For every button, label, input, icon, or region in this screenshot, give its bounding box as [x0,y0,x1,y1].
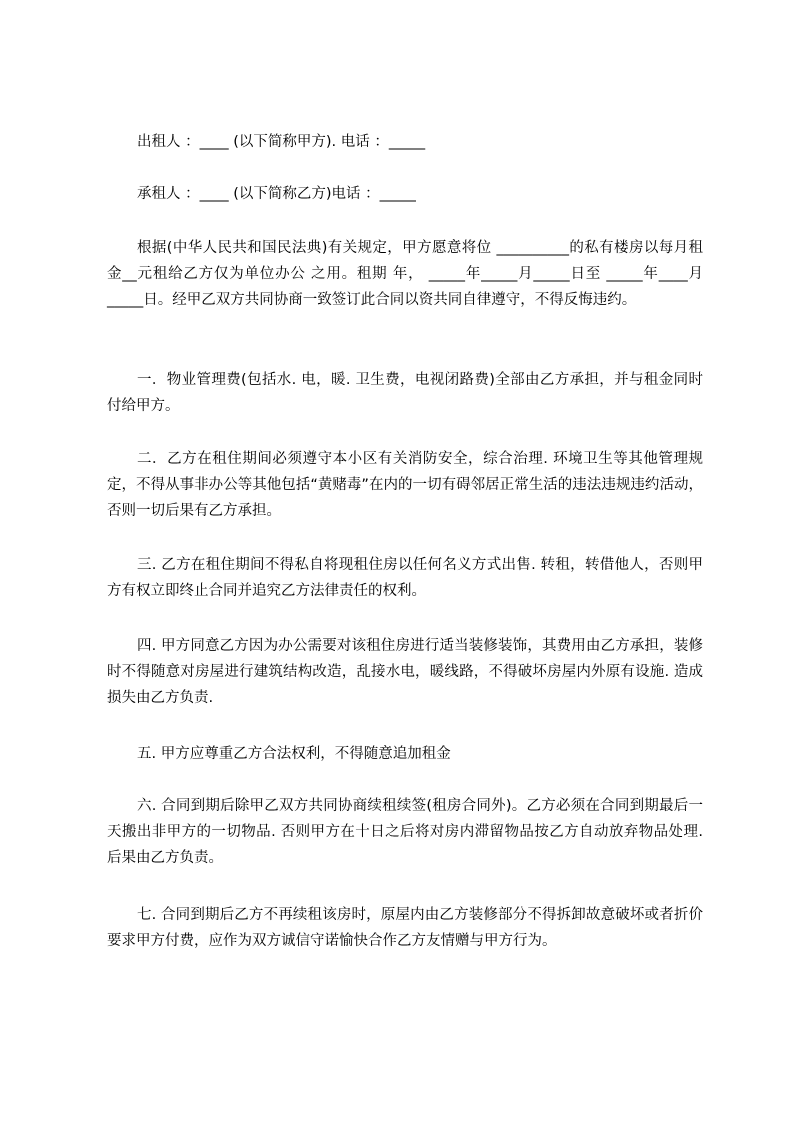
clause-6: 六. 合同到期后除甲乙双方共同协商续租续签(租房合同外)。乙方必须在合同到期最后一天搬出非甲方的一切物品. 否则甲方在十日之后将对房内滞留物品按乙方自动放弃物品处理. 后果由乙方负责。 [107,798,703,866]
clause-2: 二．乙方在租住期间必须遵守本小区有关消防安全，综合治理. 环境卫生等其他管理规定，不得从事非办公等其他包括“黄赌毒”在内的一切有碍邻居正常生活的违法违规违约活动，否则一切后果有乙方承担。 [107,451,703,519]
clause-4: 四. 甲方同意乙方因为办公需要对该租住房进行适当装修装饰，其费用由乙方承担，装修时不得随意对房屋进行建筑结构改造，乱接水电，暖线路，不得破坏房屋内外原有设施. 造成损失由乙方负责. [107,638,703,706]
clause-3: 三. 乙方在租住期间不得私自将现租住房以任何名义方式出售. 转租，转借他人，否则甲方有权立即终止合同并追究乙方法律责任的权利。 [107,557,703,599]
intro-paragraph: 根据(中华人民共和国民法典)有关规定，甲方愿意将位 __________的私有楼房以每月租金__元租给乙方仅为单位办公 之用。租期 年， _____年_____月_____日至 _____年____月_____日。经甲乙双方共同协商一致签订此合同以资共同自律遵守，不得反悔违约。 [107,240,703,308]
lessor-line: 出租人 ：____ (以下简称甲方). 电话 ：_____ [137,134,426,150]
clause-1: 一．物业管理费(包括水. 电，暖. 卫生费，电视闭路费)全部由乙方承担，并与租金同时付给甲方。 [107,372,703,414]
clause-5: 五. 甲方应尊重乙方合法权利，不得随意追加租金 [137,746,451,762]
lessee-line: 承租人 ：____ (以下简称乙方)电话 ：_____ [137,186,416,202]
clause-7: 七. 合同到期后乙方不再续租该房时，原屋内由乙方装修部分不得拆卸故意破坏或者折价要求甲方付费，应作为双方诚信守诺愉快合作乙方友情赠与甲方行为。 [107,907,703,949]
